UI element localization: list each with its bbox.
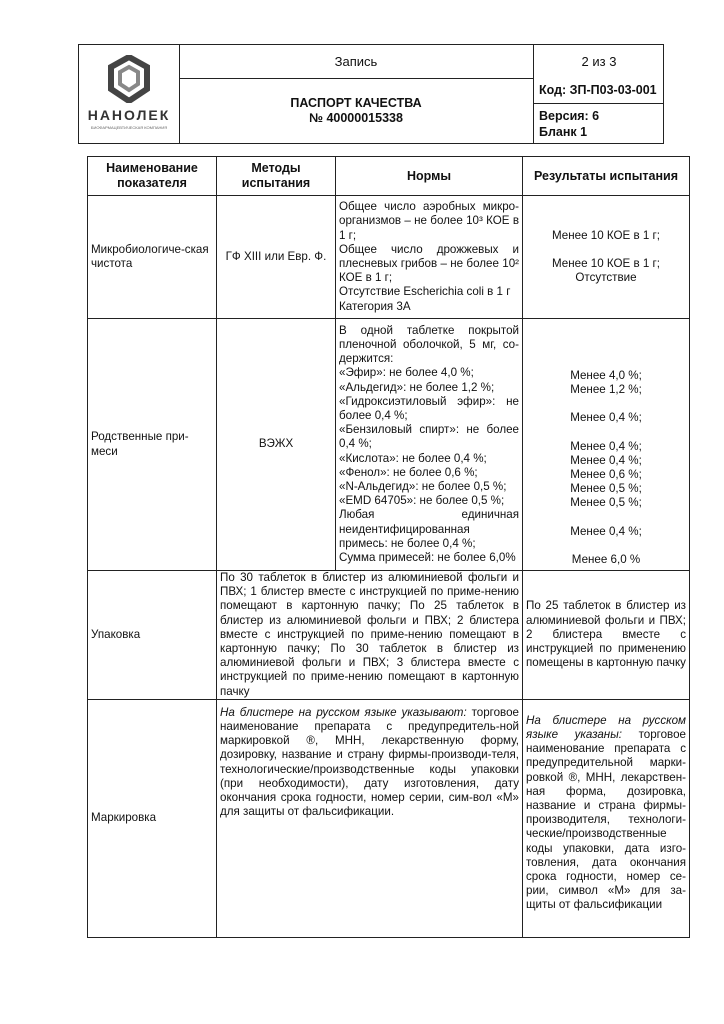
impurity-norm: Сумма примесей: не более 6,0% — [339, 551, 516, 565]
microbio-norm: Общее число аэробных микро-организмов – не более 10³ КОЕ в 1 г; — [339, 200, 519, 242]
impurity-result: Менее 0,4 %; — [570, 411, 642, 425]
microbio-method: ГФ XIII или Евр. Ф. — [217, 196, 336, 319]
marking-norm-text: торговое наименование препарата с предупредитель-ной маркировкой ®, МНН, лекарственную форму, дозировку, название и страну фирмы-производи-теля, технологические/производственные коды упаковки (при необходимости), дату изготовления, дату окончания срока годности, номер серии, сим-вол «М» для защиты от фальсификации. — [220, 705, 519, 819]
microbio-result: Менее 10 КОЕ в 1 г; — [552, 228, 660, 242]
impurity-result: Менее 0,5 %; — [570, 482, 642, 496]
title-line-2: № 40000015338 — [309, 111, 403, 125]
marking-name: Маркировка — [88, 699, 217, 937]
impurity-norm: «Бензиловый спирт»: не более 0,4 %; — [339, 423, 519, 451]
page-number: 2 из 3 — [581, 54, 617, 69]
marking-norm-intro: На блистере на русском языке указывают: — [220, 705, 467, 719]
impurity-norm: «Гидроксиэтиловый эфир»: не более 0,4 %; — [339, 394, 519, 422]
impurity-result: Менее 0,4 %; — [570, 453, 642, 467]
col-header-indicator: Наименование показателя — [88, 157, 217, 196]
impurities-results — [523, 319, 690, 571]
record-label: Запись — [179, 45, 534, 79]
impurity-norm: «Эфир»: не более 4,0 %; — [339, 366, 474, 380]
microbio-norms — [336, 196, 523, 319]
table-row-microbio — [88, 196, 690, 319]
document-version: Версия: 6 — [539, 109, 600, 123]
impurities-method: ВЭЖХ — [217, 319, 336, 571]
packaging-name: Упаковка — [88, 571, 217, 700]
table-row-packaging — [88, 571, 690, 700]
impurity-result: Менее 0,4 %; — [570, 524, 642, 538]
impurity-norm: Любая единичная неидентифицированная примесь: не более 0,4 %; — [339, 508, 519, 550]
impurity-norm: «Кислота»: не более 0,4 %; — [339, 451, 487, 465]
packaging-norm: По 30 таблеток в блистер из алюминиевой фольги и ПВХ; 1 блистер вместе с инструкцией по приме-нению помещают в картонную пачку; По 25 таблеток в блистер из алюминиевой фольги и ПВХ; 2 блистера вместе с инструкцией по приме-нению помещают в картонную пачку; По 30 таблеток в блистер из алюминиевой фольги и ПВХ; 3 блистера вместе с инструкцией по приме-нению помещают в картонную пачку — [217, 571, 523, 700]
col-header-method: Методы испытания — [217, 157, 336, 196]
microbio-name: Микробиологиче-ская чистота — [88, 196, 217, 319]
col-header-results: Результаты испытания — [523, 157, 690, 196]
impurity-result: Менее 4,0 %; — [570, 369, 642, 382]
quality-table — [87, 156, 690, 938]
document-code-block — [534, 79, 664, 143]
impurity-result: Менее 6,0 % — [571, 552, 641, 566]
table-row-marking — [88, 699, 690, 937]
document-title — [179, 79, 534, 143]
table-header-row — [88, 157, 690, 196]
impurity-result: Менее 1,2 %; — [570, 383, 642, 397]
marking-norm — [217, 699, 523, 937]
impurity-norm: «N-Альдегид»: не более 0,5 %; — [339, 480, 507, 493]
impurity-norm: «EMD 64705»: не более 0,5 %; — [339, 494, 505, 508]
title-line-1: ПАСПОРТ КАЧЕСТВА — [290, 96, 422, 110]
logo-tagline: БИОФАРМАЦЕВТИЧЕСКАЯ КОМПАНИЯ — [90, 125, 168, 130]
impurity-norm: «Альдегид»: не более 1,2 %; — [339, 380, 495, 394]
impurity-result: Менее 0,6 %; — [570, 468, 642, 482]
marking-result-text: торговое наименование препарата с предупредительной марки-ровкой ®, МНН, лекарствен-ная форма, дозировка, название и страна фирмы-производителя, технологи-ческие/производственные коды упаковки, дата изго-товления, дата окончания срока годности, номер се-рии, символ «М» для за-щиты от фальсификации — [526, 728, 686, 912]
col-header-norms: Нормы — [336, 157, 523, 196]
logo-name: НАНОЛЕК — [87, 107, 171, 123]
impurities-name: Родственные при-меси — [88, 319, 217, 571]
microbio-norm: Общее число дрожжевых и плесневых грибов – не более 10² КОЕ в 1 г; — [339, 242, 519, 285]
microbio-results — [523, 196, 690, 319]
company-logo — [79, 45, 180, 143]
impurity-norm: В одной таблетке покрытой пленочной оболочкой, 5 мг, со-держится: — [339, 323, 519, 366]
microbio-norm: Категория 3А — [339, 299, 411, 313]
microbio-result: Менее 10 КОЕ в 1 г; — [552, 256, 660, 270]
impurity-result: Менее 0,5 %; — [570, 496, 642, 510]
document-blank: Бланк 1 — [539, 125, 588, 139]
table-row-impurities — [88, 319, 690, 571]
document-code: Код: ЗП-П03-03-001 — [539, 83, 657, 97]
impurities-norms — [336, 319, 523, 571]
document-header — [78, 44, 664, 144]
marking-result — [523, 699, 690, 937]
microbio-result: Отсутствие — [575, 271, 637, 285]
packaging-result: По 25 таблеток в блистер из алюминиевой фольги и ПВХ; 2 блистера вместе с инструкцией по применению помещены в картонную пачку — [523, 571, 690, 700]
impurity-result: Менее 0,4 %; — [570, 439, 642, 453]
marking-result-intro: На блистере на русском языке указаны: — [526, 713, 686, 742]
microbio-norm: Отсутствие Escherichia coli в 1 г — [339, 285, 511, 299]
nanolek-logo-icon — [107, 55, 151, 103]
impurity-norm: «Фенол»: не более 0,6 %; — [339, 465, 478, 479]
